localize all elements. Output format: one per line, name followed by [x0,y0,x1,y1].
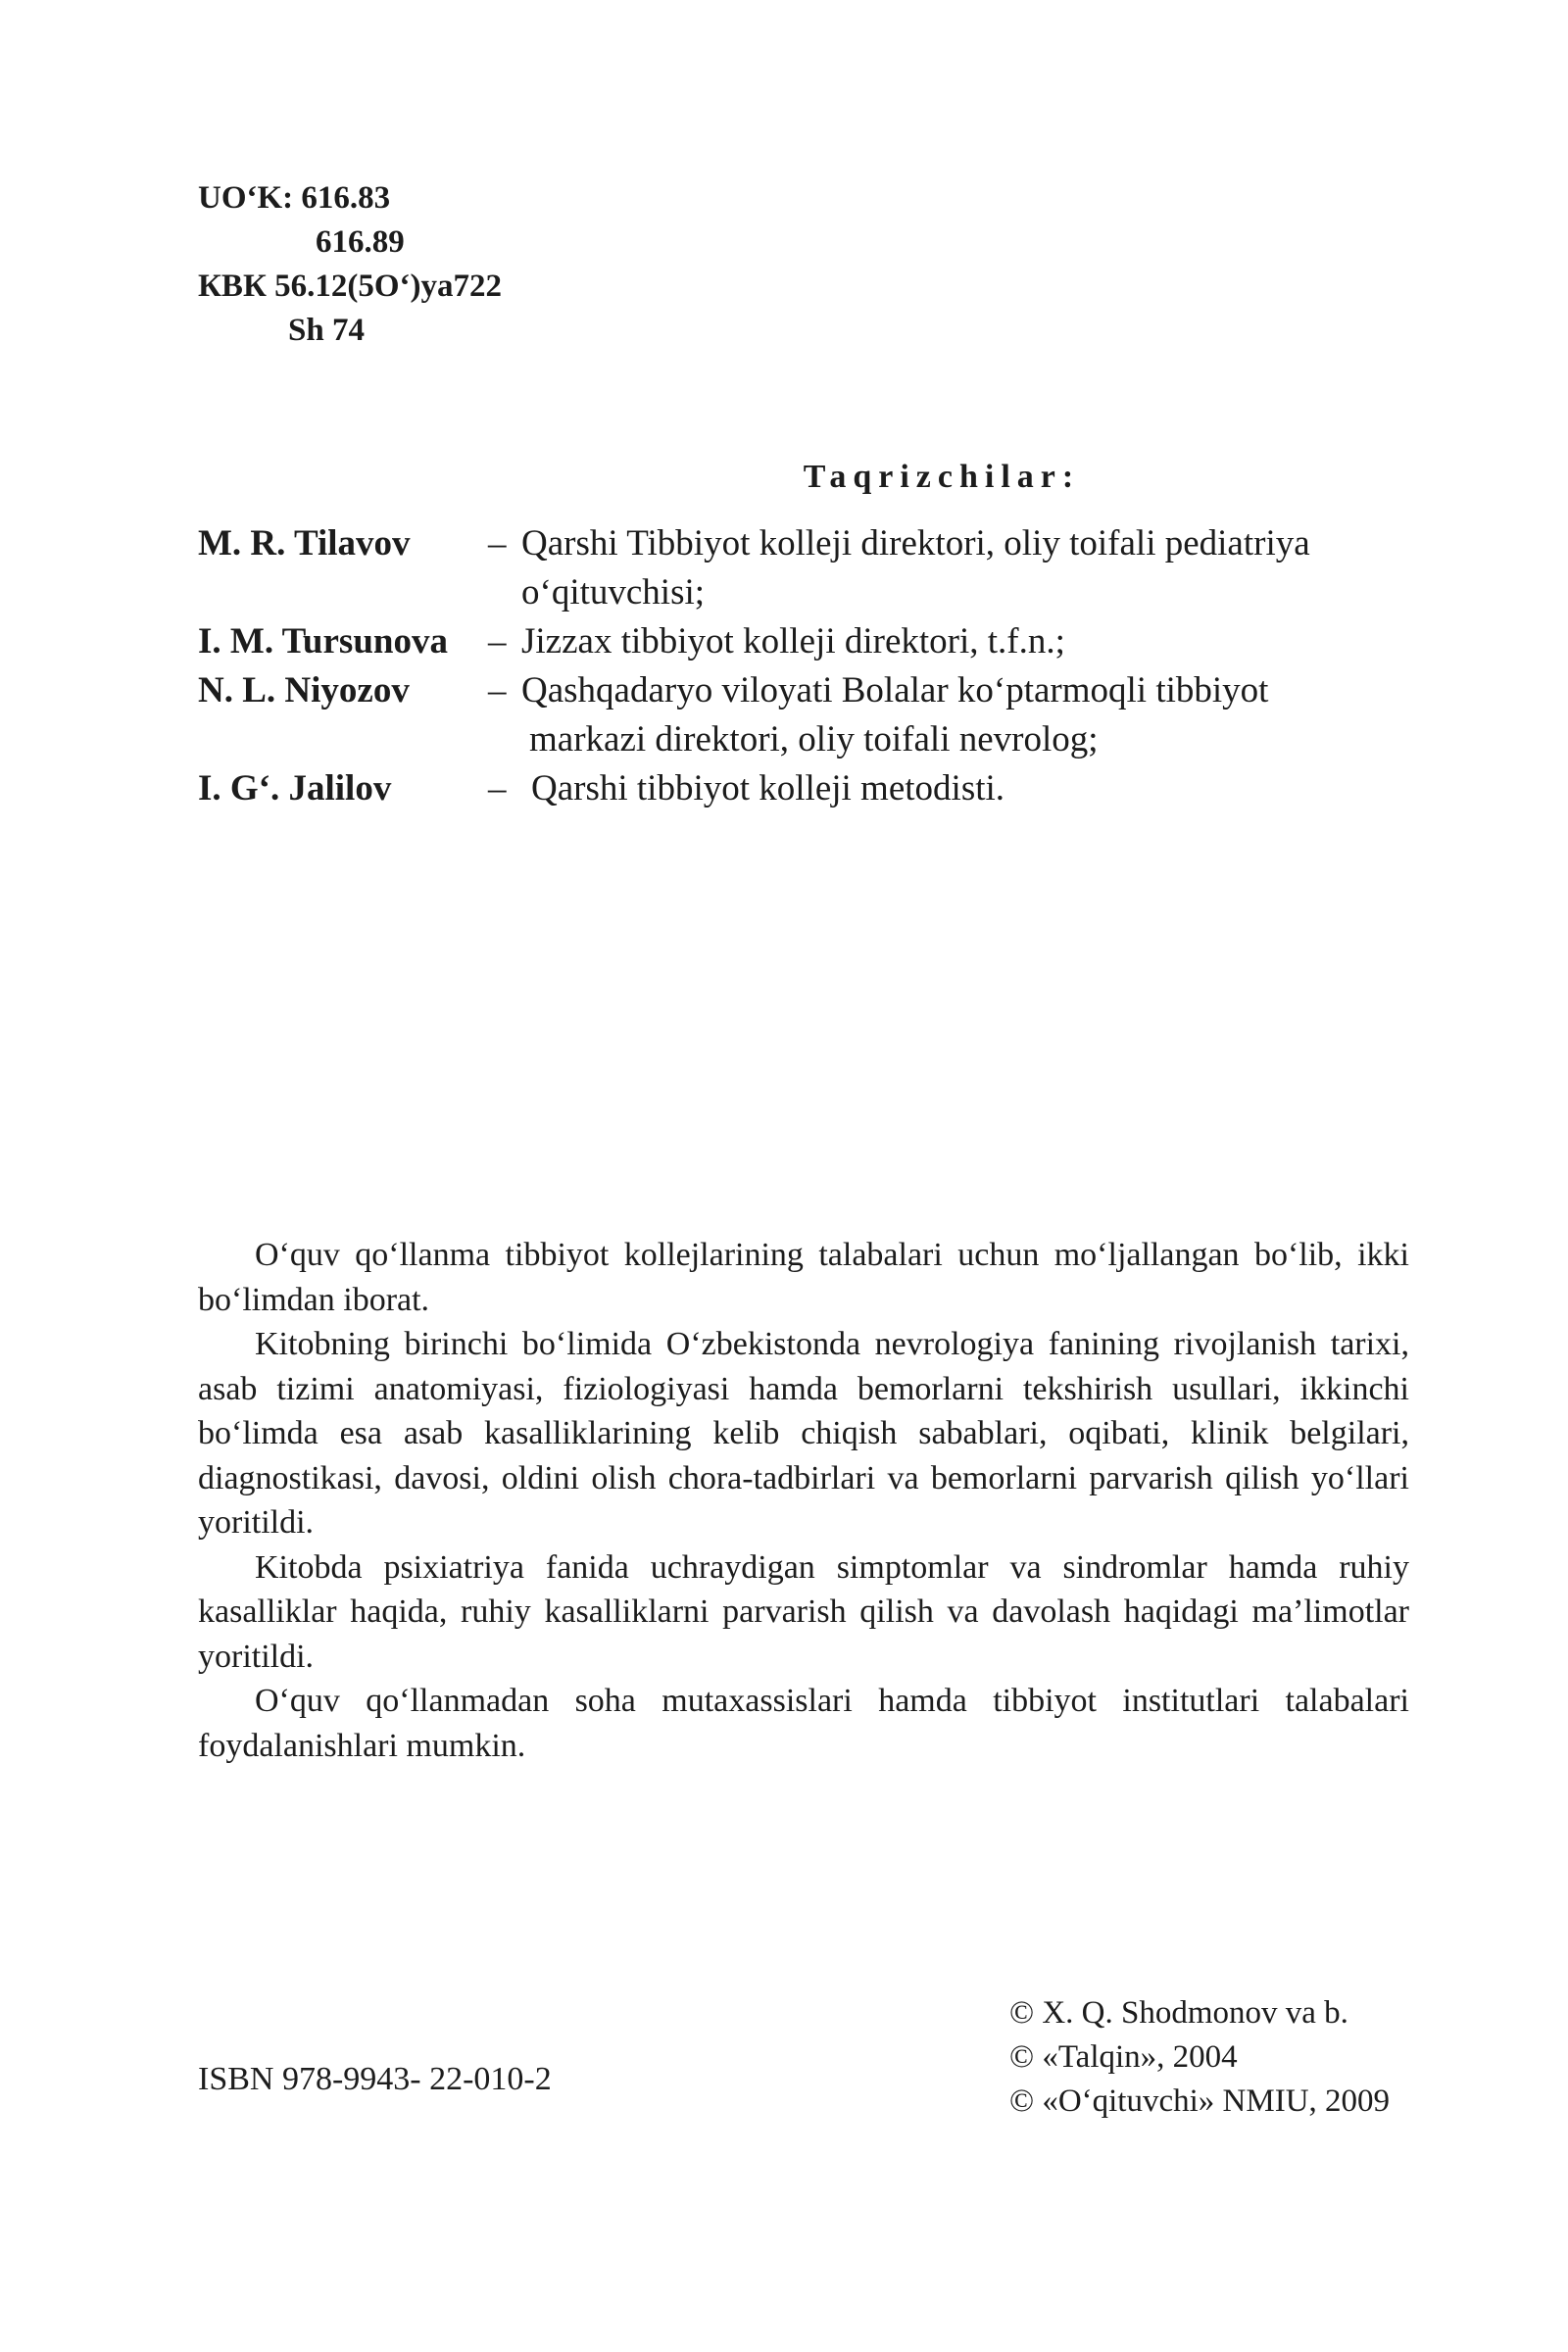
reviewers-title: Taqrizchilar: [803,459,1081,495]
copyright-line: © «Talqin», 2004 [1009,2039,1238,2075]
reviewer-row [198,666,1269,715]
reviewer-description: Qashqadaryo viloyati Bolalar ko‘ptarmoqli tibbiyot [521,670,1269,710]
reviewer-dash: – [488,621,507,662]
reviewer-description-cont: markazi direktori, oliy toifali nevrolog; [529,719,1099,760]
kbk-code: КВК 56.12(5O‘)ya722 [198,269,503,304]
copyright-block [1009,1991,1390,2124]
isbn: ISBN 978-9943- 22-010-2 [198,2061,552,2097]
reviewer-row [198,764,1005,813]
copyright-line: © X. Q. Shodmonov va b. [1009,1995,1348,2031]
reviewer-name: I. M. Tursunova [198,621,448,662]
copyright-line: © «O‘qituvchi» NMIU, 2009 [1009,2083,1391,2119]
uok-code: UO‘K: 616.83 [198,180,391,216]
reviewer-description: Qarshi tibbiyot kolleji metodisti. [531,768,1005,808]
reviewer-dash: – [488,670,507,710]
reviewer-name: M. R. Tilavov [198,523,411,564]
reviewer-description: Qarshi Tibbiyot kolleji direktori, oliy toifali pediatriya [521,523,1310,564]
annotation-paragraph: O‘quv qo‘llanma tibbiyot kollejlarining talabalari uchun mo‘ljallangan bo‘lib, ikki bo‘limdan iborat. [198,1237,1409,1318]
annotation-paragraph: Kitobda psixiatriya fanida uchraydigan simptomlar va sindromlar hamda ruhiy kasalliklar haqida, ruhiy kasalliklarni parvarish qilish va davolash haqidagi ma’limotlar yoritildi. [198,1548,1409,1675]
annotation-paragraph: Kitobning birinchi bo‘limida O‘zbekistonda nevrologiya fanining rivojlanish tarixi, asab tizimi anatomiyasi, fiziologiyasi hamda bemorlarni tekshirish usullari, ikkinchi bo‘limda esa asab kasalliklarining kelib chiqish sabablari, oqibati, klinik belgilari, diagnostikasi, davosi, oldini olish chora-tadbirlari va bemorlarni parvarish qilish yo‘llari yoritildi. [198,1326,1409,1541]
reviewer-description-cont: o‘qituvchisi; [521,572,706,612]
reviewer-dash: – [488,768,507,808]
reviewer-row [198,519,1310,568]
reviewer-description: Jizzax tibbiyot kolleji direktori, t.f.n.; [521,621,1065,662]
author-mark: Sh 74 [288,313,365,348]
uok-code-secondary: 616.89 [316,224,405,260]
annotation-paragraph: O‘quv qo‘llanmadan soha mutaxassislari hamda tibbiyot institutlari talabalari foydalanishlari mumkin. [198,1683,1409,1764]
annotation [198,1233,1409,1768]
reviewer-dash: – [488,523,507,564]
reviewer-name: N. L. Niyozov [198,670,410,710]
reviewer-row [198,617,1065,666]
reviewer-name: I. G‘. Jalilov [198,768,392,808]
